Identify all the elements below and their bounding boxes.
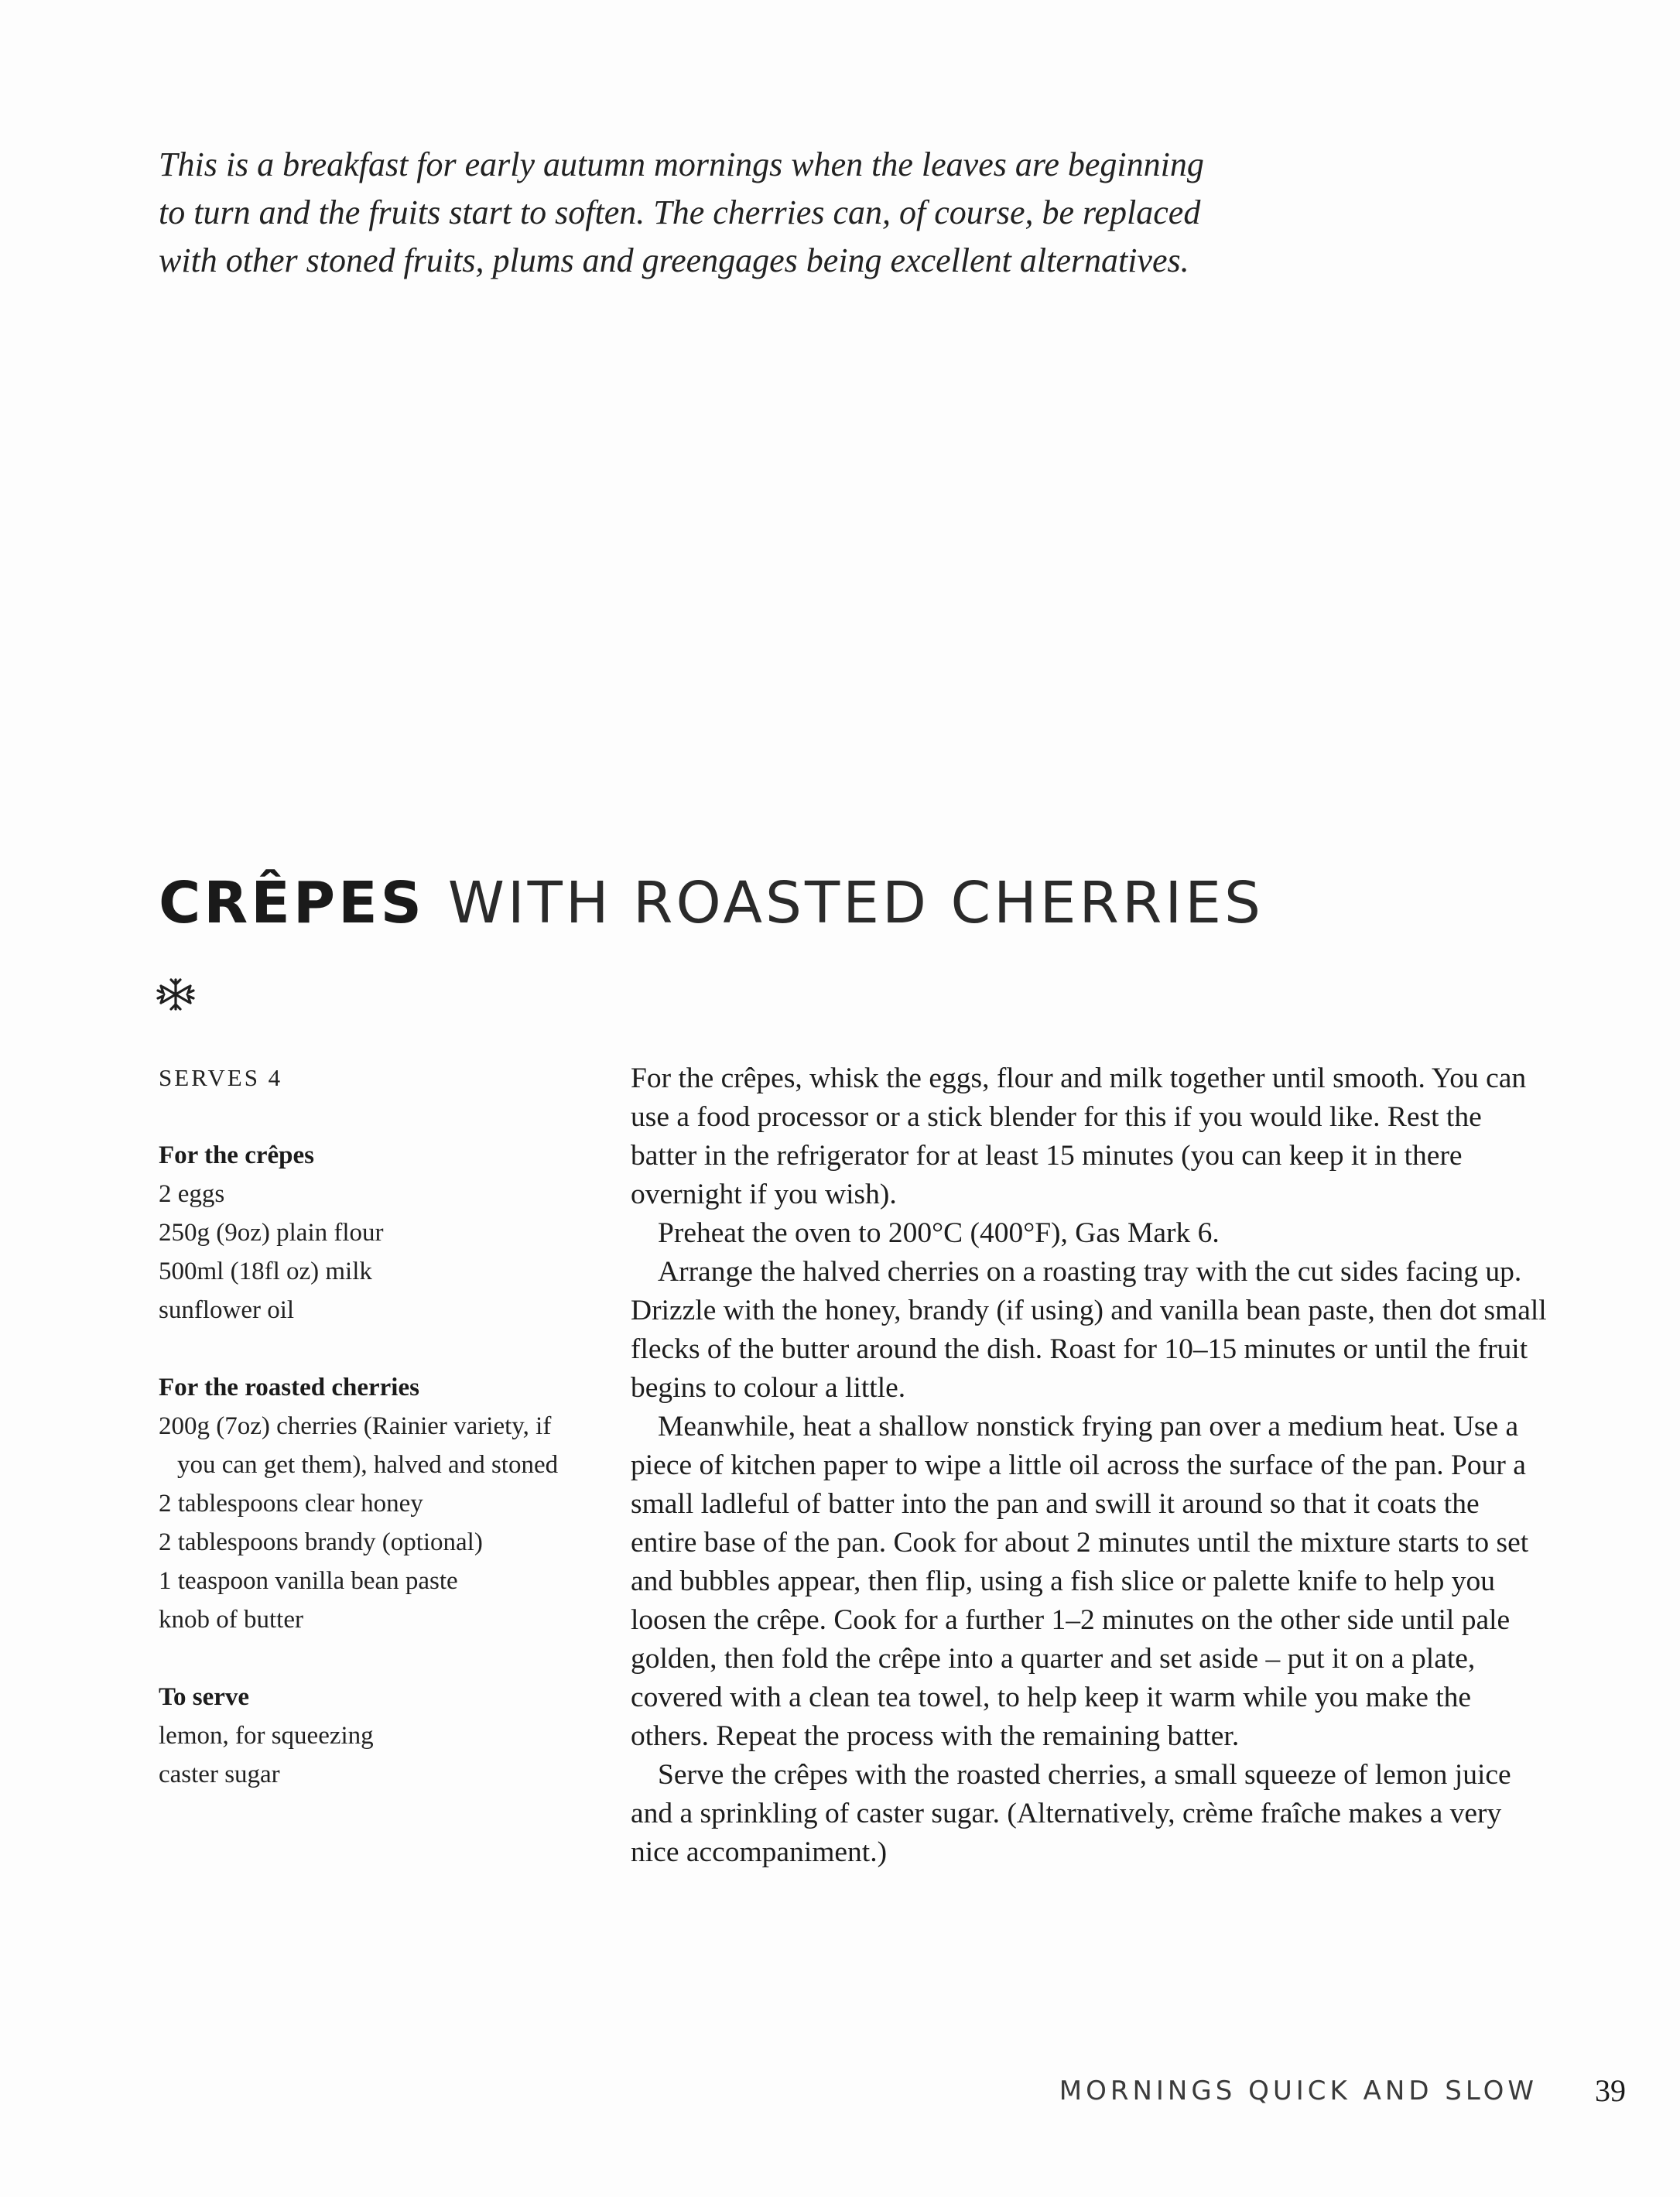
ingredients-list bbox=[159, 1059, 592, 1833]
method-paragraph: For the crêpes, whisk the eggs, flour and milk together until smooth. You can use a food processor or a stick blender for this if you would like. Rest the batter in the refrigerator for at least 15 minutes (you can keep it in there overnight if you wish). bbox=[631, 1063, 1527, 1210]
intro-text bbox=[159, 141, 1227, 285]
method-paragraph: Preheat the oven to 200°C (400°F), Gas Mark 6. bbox=[658, 1217, 1220, 1249]
ingredient-item: 250g (9oz) plain flour bbox=[159, 1219, 384, 1247]
ingredient-item: knob of butter bbox=[159, 1606, 303, 1634]
ingredient-item: caster sugar bbox=[159, 1761, 280, 1788]
snowflake-ornament-icon bbox=[155, 974, 197, 1015]
intro-line: with other stoned fruits, plums and greengages being excellent alternatives. bbox=[159, 241, 1189, 279]
ingredient-item: 200g (7oz) cherries (Rainier variety, if you can get them), halved and stoned bbox=[159, 1412, 559, 1479]
ingredient-item: 2 tablespoons clear honey bbox=[159, 1490, 423, 1518]
ingredient-group-to-serve bbox=[159, 1678, 592, 1794]
method-text bbox=[631, 1059, 1548, 1872]
ingredient-item: 2 tablespoons brandy (optional) bbox=[159, 1528, 483, 1556]
intro-line: to turn and the fruits start to soften. The cherries can, of course, be replaced bbox=[159, 193, 1201, 231]
recipe-title-bold: CRÊPES bbox=[159, 870, 425, 936]
method-paragraph: Arrange the halved cherries on a roasting tray with the cut sides facing up. Drizzle with the honey, brandy (if using) and vanilla bean paste, then dot small flecks of the butter around the dish. Roast for 10–15 minutes or until the fruit begins to colour a little. bbox=[631, 1256, 1547, 1404]
ingredient-item: 2 eggs bbox=[159, 1180, 225, 1208]
ingredient-group-title: To serve bbox=[159, 1683, 250, 1711]
ingredient-item: lemon, for squeezing bbox=[159, 1722, 374, 1750]
intro-line: This is a breakfast for early autumn mornings when the leaves are beginning bbox=[159, 145, 1204, 183]
ingredient-group-crepes bbox=[159, 1136, 592, 1329]
ingredient-item: 1 teaspoon vanilla bean paste bbox=[159, 1567, 458, 1595]
method-paragraph: Serve the crêpes with the roasted cherries, a small squeeze of lemon juice and a sprinkling of caster sugar. (Alternatively, crème fraîche makes a very nice accompaniment.) bbox=[631, 1759, 1511, 1868]
recipe-title-light: WITH ROASTED CHERRIES bbox=[447, 870, 1264, 936]
page-number: 39 bbox=[1595, 2073, 1626, 2108]
ingredient-group-title: For the crêpes bbox=[159, 1141, 314, 1169]
running-footer-section: MORNINGS QUICK AND SLOW bbox=[1059, 2076, 1538, 2106]
method-paragraph: Meanwhile, heat a shallow nonstick frying pan over a medium heat. Use a piece of kitchen paper to wipe a little oil across the surface of the pan. Pour a small ladleful of batter into the pan and swill it around so that it coats the entire base of the pan. Cook for about 2 minutes until the mixture starts to set and bubbles appear, then flip, using a fish slice or palette knife to help you loosen the crêpe. Cook for a further 1–2 minutes on the other side until pale golden, then fold the crêpe into a quarter and set aside – put it on a plate, covered with a clean tea towel, to help keep it warm while you make the others. Repeat the process with the remaining batter. bbox=[631, 1411, 1529, 1752]
ingredient-group-title: For the roasted cherries bbox=[159, 1374, 419, 1401]
ingredient-item: 500ml (18fl oz) milk bbox=[159, 1258, 372, 1285]
recipe-title bbox=[159, 870, 1264, 936]
serves-label: SERVES 4 bbox=[159, 1064, 283, 1091]
ingredient-group-roasted-cherries bbox=[159, 1368, 592, 1639]
page-footer bbox=[1059, 2073, 1626, 2108]
ingredient-item: sunflower oil bbox=[159, 1296, 295, 1324]
